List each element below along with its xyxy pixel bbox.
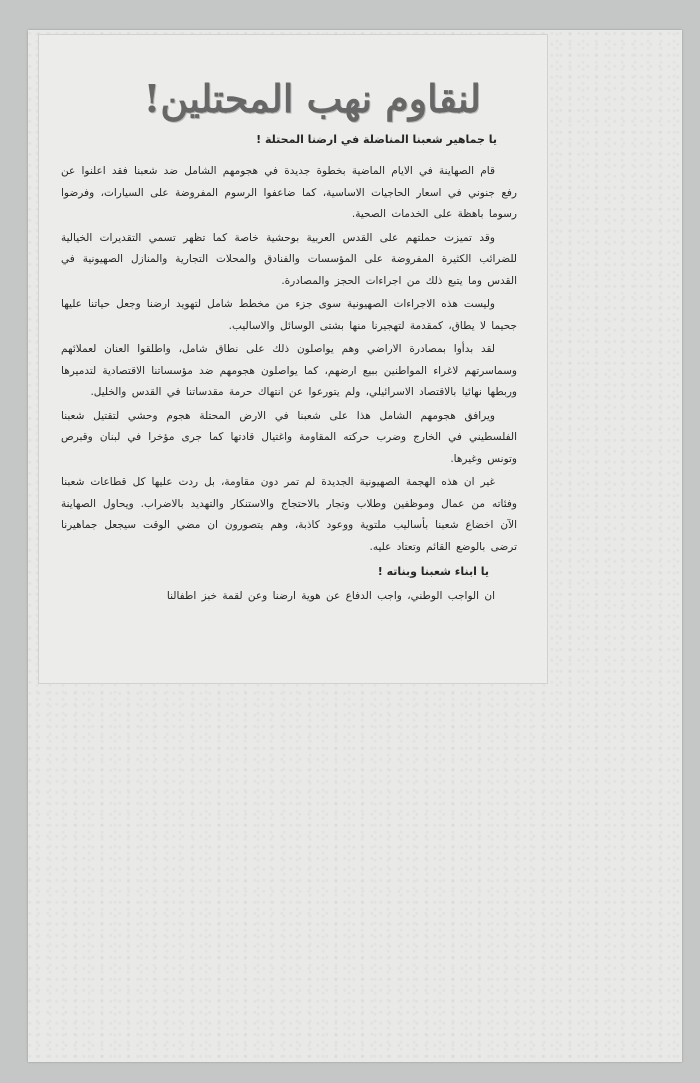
closing-salutation: يا ابناء شعبنا وبناته ! [377, 565, 489, 578]
paragraph-6: غير ان هذه الهجمة الصهيونية الجديدة لم تمر دون مقاومة، بل ردت عليها كل قطاعات شعبنا وفئاته من عمال وموظفين وطلاب وتجار بالاحتجاج والاستنكار والتهديد بالاضراب. ويحاول الصهاينة الآن اخضاع شعبنا بأساليب ملتوية ووعود كاذبة، وهم يتصورون ان مضي الوقت سيجعل جماهيرنا ترضى بالوضع القائم وتعتاد عليه. [61, 476, 517, 553]
paragraph-5: ويرافق هجومهم الشامل هذا على شعبنا في الارض المحتلة هجوم وحشي لتقتيل شعبنا الفلسطيني في الخارج وضرب حركته المقاومة واغتيال قادتها كما جرى مؤخرا في لبنان وقبرص وتونس وغيرها. [61, 409, 517, 465]
leaflet-headline: لنقاوم نهب المحتلين! [143, 76, 481, 121]
closing-line: ان الواجب الوطني، واجب الدفاع عن هوية ارضنا وعن لقمة خبز اطفالنا [166, 590, 495, 602]
paragraph-2: وقد تميزت حملتهم على القدس العربية بوحشية خاصة كما تظهر تسمي التقديرات الخيالية للضرائب الكثيرة المفروضة على المؤسسات والفنادق والمحلات التجارية والمنازل الصهيونية في القدس وما يتبع ذلك من اجراءات الحجز والمصادرة. [61, 231, 517, 287]
paragraph-3: وليست هذه الاجراءات الصهيونية سوى جزء من مخطط شامل لتهويد ارضنا وجعل حياتنا عليها جحيما لا يطاق، كمقدمة لتهجيرنا منها بشتى الوسائل والاساليب. [61, 298, 517, 332]
leaflet-page [38, 34, 548, 684]
paragraph-1: قام الصهاينة في الايام الماضية بخطوة جديدة في هجومهم الشامل ضد شعبنا فقد اعلنوا عن رفع جنوني في اسعار الحاجيات الاساسية، كما ضاعفوا الرسوم المفروضة على السيارات، وفرضوا رسوما باهظة على الخدمات الصحية. [61, 165, 517, 220]
opening-salutation: يا جماهير شعبنا المناضلة في ارضنا المحتلة ! [256, 133, 497, 146]
paragraph-4: لقد بدأوا بمصادرة الاراضي وهم يواصلون ذلك على نطاق شامل، واطلقوا العنان لعملائهم وسماسرتهم لاغراء المواطنين ببيع ارضهم، كما يواصلون هجومهم ضد مؤسساتنا الاقتصادية لتدميرها وربطها نهائيا بالاقتصاد الاسرائيلي، ولم يتورعوا عن انتهاك حرمة مقدساتنا في القدس والخليل. [61, 343, 517, 398]
